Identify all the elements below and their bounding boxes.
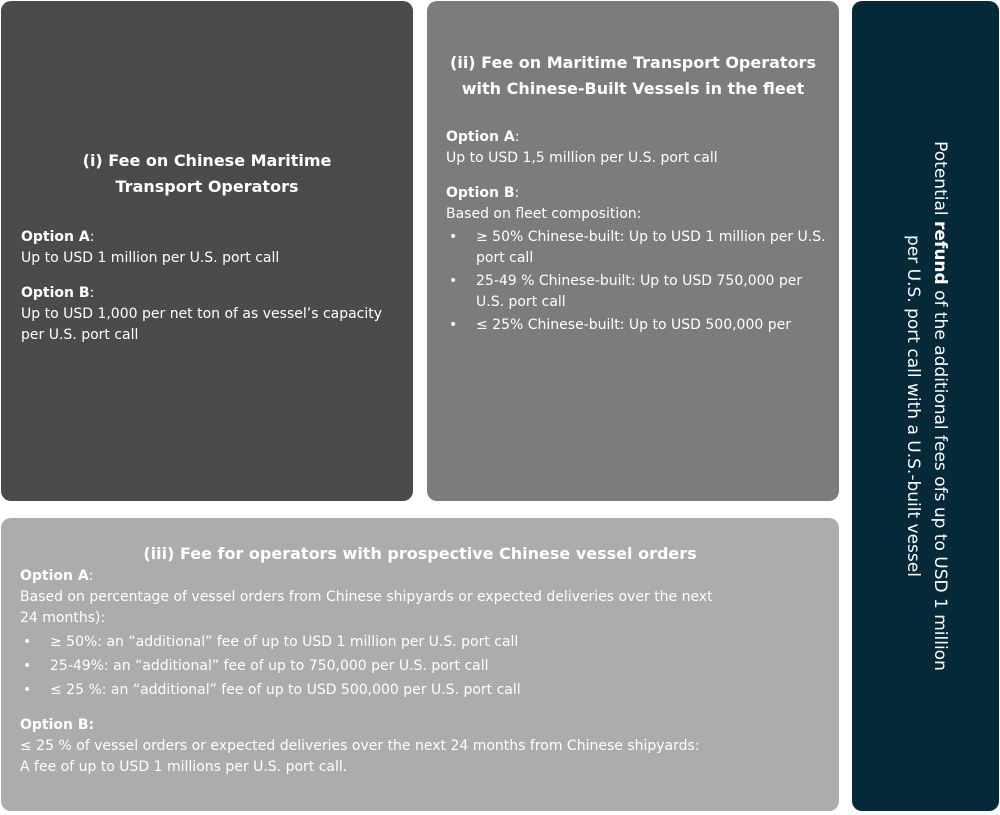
panel-title (427, 50, 839, 102)
refund-text (899, 126, 953, 686)
fee-chinese-built-vessels-panel (427, 1, 839, 501)
option-a-label: Option A (21, 229, 90, 245)
option-a-heading (21, 227, 401, 248)
fee-chinese-operators-panel (1, 1, 413, 501)
list-item-text: 25-49 % Chinese-built: Up to USD 750,000 per U.S. port call (476, 273, 803, 310)
list-item (20, 680, 740, 701)
option-b-intro: Based on fleet composition: (446, 206, 642, 222)
panel-title-line-1: (i) Fee on Chinese Maritime (82, 151, 332, 170)
bullet-icon: • (449, 229, 458, 245)
option-a-heading (446, 127, 826, 148)
refund-keyword: refund (929, 221, 950, 285)
panel-content (21, 227, 401, 346)
option-b-label: Option B: (20, 717, 95, 733)
refund-panel (852, 1, 999, 811)
order-share-list (20, 632, 740, 701)
list-item-text: ≥ 50%: an “additional” fee of up to USD 1 million per U.S. port call (50, 634, 519, 650)
panel-title-line-2: with Chinese-Built Vessels in the fleet (461, 79, 805, 98)
panel-content (20, 566, 740, 778)
option-b-text-line-2: A fee of up to USD 1 millions per U.S. port call. (20, 759, 348, 775)
option-a-colon: : (514, 129, 520, 145)
panel-content (446, 127, 826, 336)
panel-title-line-2: Transport Operators (115, 177, 299, 196)
panel-title-line-1: (ii) Fee on Maritime Transport Operators (450, 53, 816, 72)
option-a-text: Up to USD 1 million per U.S. port call (21, 250, 280, 266)
option-a-text: Up to USD 1,5 million per U.S. port call (446, 150, 718, 166)
option-a-colon: : (89, 229, 95, 245)
panel-title: (iii) Fee for operators with prospective Chinese vessel orders (143, 544, 697, 563)
refund-text-end: of the additional fees ofs up to USD 1 million per U.S. port call with a U.S.-built vessel (902, 235, 950, 671)
option-a-text: Based on percentage of vessel orders from Chinese shipyards or expected deliveries over the next 24 months): (20, 589, 713, 626)
list-item-text: ≤ 25 %: an “additional” fee of up to USD 500,000 per U.S. port call (50, 682, 521, 698)
option-a-label: Option A (20, 568, 89, 584)
option-b-text: Up to USD 1,000 per net ton of as vessel’s capacity per U.S. port call (21, 306, 383, 343)
list-item (20, 632, 740, 653)
bullet-icon: • (449, 273, 458, 289)
list-item-text: ≤ 25% Chinese-built: Up to USD 500,000 per (476, 317, 791, 333)
panel-title (1, 148, 413, 200)
option-b-label: Option B (21, 285, 90, 301)
bullet-icon: • (23, 658, 32, 674)
list-item (20, 656, 740, 677)
list-item-text: ≥ 50% Chinese-built: Up to USD 1 million per U.S. port call (476, 229, 826, 266)
option-b-heading (446, 183, 826, 204)
list-item (446, 271, 826, 313)
option-a-heading (20, 566, 740, 587)
list-item (446, 227, 826, 269)
bullet-icon: • (23, 634, 32, 650)
option-b-label: Option B (446, 185, 515, 201)
option-b-colon: : (514, 185, 520, 201)
option-a-label: Option A (446, 129, 515, 145)
fleet-composition-list (446, 227, 826, 336)
bullet-icon: • (449, 317, 458, 333)
option-a-colon: : (88, 568, 94, 584)
option-b-colon: : (89, 285, 95, 301)
refund-text-start: Potential (929, 141, 950, 222)
fee-prospective-orders-panel (1, 518, 839, 811)
list-item (446, 315, 826, 336)
option-b-heading (20, 715, 740, 736)
list-item-text: 25-49%: an “additional” fee of up to 750,000 per U.S. port call (50, 658, 489, 674)
option-b-heading (21, 283, 401, 304)
bullet-icon: • (23, 682, 32, 698)
option-b-text-line-1: ≤ 25 % of vessel orders or expected deliveries over the next 24 months from Chinese shipyards: (20, 738, 700, 754)
